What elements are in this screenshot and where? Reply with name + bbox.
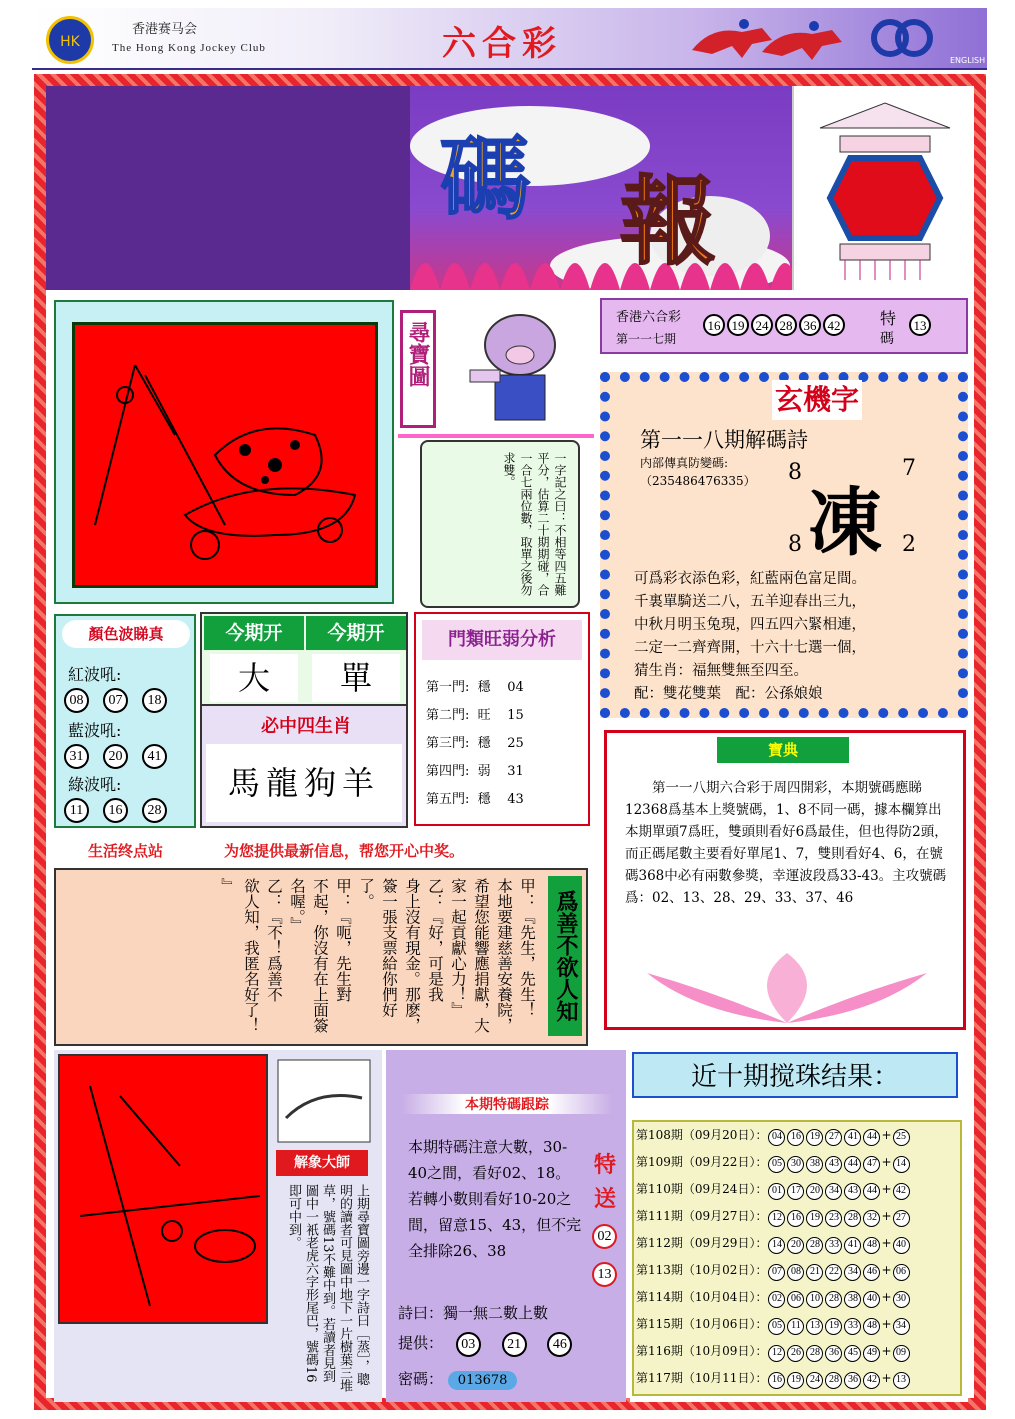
- history-number: 28: [825, 1372, 842, 1389]
- history-date: （10月06日）：: [682, 1317, 768, 1331]
- baodian-text: 第一一八期六合彩于周四開彩，本期號碼應睇12368爲基本上獎號碼，1、8不同一碼，據本欄算出本期單頭7爲旺，雙頭則看好6爲最佳，但也得防2頭，而正碼尾數主要看好單尾1、7，雙則看好4、6，在號碼368中必有兩數參獎，幸運波段爲33-43。主攻號碼爲：02、13、28、29、33、37、46: [625, 780, 948, 906]
- zodiac-animal: 龍: [265, 764, 304, 802]
- history-number: 44: [863, 1183, 880, 1200]
- wave-number: 08: [64, 688, 89, 713]
- history-date: （09月20日）：: [682, 1128, 768, 1142]
- lantern-icon: [800, 88, 970, 288]
- result-label: 香港六合彩: [616, 310, 682, 325]
- door-name: 第二門:: [426, 708, 470, 723]
- history-number: 05: [768, 1318, 785, 1335]
- history-number: 44: [863, 1129, 880, 1146]
- history-special: 30: [893, 1291, 910, 1308]
- history-number: 28: [844, 1210, 861, 1227]
- svg-text:HK: HK: [60, 34, 80, 50]
- history-number: 10: [806, 1291, 823, 1308]
- provide-number: 03: [456, 1332, 481, 1357]
- history-number: 17: [787, 1183, 804, 1200]
- password-row: [398, 1368, 517, 1390]
- history-date: （10月04日）：: [682, 1290, 768, 1304]
- history-special: 14: [893, 1156, 910, 1173]
- history-number: 12: [768, 1345, 785, 1362]
- history-number: 47: [863, 1156, 880, 1173]
- history-table: [632, 1120, 962, 1396]
- history-period: 第115期: [636, 1317, 683, 1331]
- door-name: 第五門:: [426, 792, 470, 807]
- wave-number: 16: [103, 798, 128, 823]
- life-line: 本地要建慈善安養院，: [495, 878, 513, 1033]
- history-number: 23: [825, 1210, 842, 1227]
- history-number: 16: [787, 1210, 804, 1227]
- life-line: 甲：『呃，先生對: [334, 878, 352, 1002]
- history-number: 48: [863, 1318, 880, 1335]
- red-wave-label: 紅波吼:: [68, 665, 122, 684]
- header-center-title: 六合彩: [442, 24, 562, 64]
- door-state: 旺: [477, 708, 491, 723]
- history-number: 41: [844, 1129, 861, 1146]
- history-panel: [630, 1050, 968, 1402]
- door-num: 43: [507, 792, 524, 807]
- history-date: （09月24日）：: [682, 1182, 768, 1196]
- english-link[interactable]: ENGLISH: [950, 56, 986, 65]
- history-number: 28: [806, 1237, 823, 1254]
- zodiac-panel: [200, 704, 408, 828]
- history-special: 40: [893, 1237, 910, 1254]
- door-row: [426, 674, 582, 702]
- history-number: 33: [844, 1318, 861, 1335]
- logo-chinese-name: 香港赛马会: [132, 22, 198, 37]
- history-period: 第112期: [636, 1236, 683, 1250]
- scroll-text: 一字記之曰：不相等四五難平分，估算二十期期碰，合一合七兩位數，取單之後勿求雙。: [502, 452, 567, 596]
- zodiac-animals: [206, 744, 402, 822]
- history-number: 06: [787, 1291, 804, 1308]
- history-row: 第110期（09月24日）： 01 17 20 34 43 44 + 42: [636, 1180, 911, 1200]
- history-row: 第114期（10月04日）： 02 06 10 28 38 40 + 30: [636, 1288, 911, 1308]
- door-state: 穩: [477, 792, 491, 807]
- result-number: 42: [823, 314, 845, 336]
- life-banner: [54, 836, 588, 866]
- history-number: 33: [825, 1237, 842, 1254]
- treasure-tab: [400, 310, 436, 428]
- history-number: 38: [806, 1156, 823, 1173]
- treasure-picture: [72, 322, 378, 588]
- password-label: 密碼：: [398, 1370, 444, 1388]
- baodian-panel: [604, 730, 966, 1030]
- life-line: 身上沒有現金。那麽，: [403, 878, 421, 1033]
- history-row: 第117期（10月11日）： 16 19 24 28 36 42 + 13: [636, 1369, 911, 1389]
- life-line: 』: [219, 878, 237, 894]
- history-number: 34: [825, 1183, 842, 1200]
- history-number: 43: [844, 1183, 861, 1200]
- xuanji-line: 猜生肖：福無雙無至四至。: [634, 663, 808, 679]
- door-name: 第三門:: [426, 736, 470, 751]
- xuanji-line: 可爲彩衣添色彩，紅藍兩色富足間。: [634, 571, 866, 587]
- life-line: 簽一張支票給你們好了。: [357, 878, 398, 1018]
- door-num: 15: [507, 708, 524, 723]
- xuanji-line: 二定一二齊齊開，十六十七選一個，: [634, 640, 866, 656]
- door-name: 第一門:: [426, 680, 470, 695]
- masthead-char-2: 報: [620, 165, 716, 278]
- history-number: 49: [863, 1345, 880, 1362]
- xuanji-poem-title: 第一一八期解碼詩: [640, 428, 808, 452]
- history-number: 24: [806, 1372, 823, 1389]
- this-period-value-2: 單: [312, 654, 400, 702]
- history-number: 45: [844, 1345, 861, 1362]
- history-number: 07: [768, 1264, 785, 1281]
- jiexiang-text: 上期尋寶圖旁邊一字詩曰［蒸］，聰明的讀者可見圖中地下一片樹葉三堆草，號碼13不難中到。若讀者見到圖中一衹老虎六字形尾巴，號碼16即可中到。: [286, 1184, 369, 1392]
- result-number: 24: [751, 314, 773, 336]
- logo-english-name: The Hong Kong Jockey Club: [112, 42, 266, 54]
- life-line: 甲：『先生，先生！: [518, 878, 536, 1018]
- history-special: 27: [893, 1210, 910, 1227]
- special-code-text: 本期特碼注意大數，30-40之間，看好02、18。若轉小數則看好10-20之間，留意15、43，但不完全排除26、38: [408, 1138, 582, 1260]
- color-wave-panel: [54, 614, 196, 828]
- history-number: 19: [806, 1210, 823, 1227]
- color-wave-title: 顏色波睇真: [62, 620, 190, 648]
- password-value: 013678: [448, 1371, 518, 1390]
- tree-tiger-drawing-icon: [60, 1056, 266, 1322]
- zodiac-animal: 馬: [227, 764, 266, 802]
- history-number: 20: [806, 1183, 823, 1200]
- jiexiang-title: 解象大師: [276, 1150, 368, 1176]
- wave-number: 07: [103, 688, 128, 713]
- xuanji-fax-code: （23548647633​5）: [640, 474, 756, 488]
- life-line: 家一起貢獻心力！』: [449, 878, 467, 1018]
- zodiac-animal: 羊: [342, 764, 381, 802]
- masthead-banner: [410, 86, 792, 290]
- door-row: [426, 758, 582, 786]
- history-special: 42: [893, 1183, 910, 1200]
- door-row: [426, 730, 582, 758]
- jiexiang-picture: [58, 1054, 268, 1324]
- red-wave-numbers: [62, 688, 169, 713]
- this-period-panel: [200, 612, 408, 706]
- xuanji-corner-tr: 7: [902, 456, 916, 481]
- scroll-panel: [420, 440, 580, 608]
- history-title: 近十期搅珠结果：: [632, 1052, 958, 1098]
- history-number: 12: [768, 1210, 785, 1227]
- history-number: 26: [787, 1345, 804, 1362]
- life-banner-title: 生活终点站: [88, 842, 164, 860]
- wave-number: 28: [142, 798, 167, 823]
- history-number: 28: [806, 1345, 823, 1362]
- top-header: [32, 8, 987, 70]
- xuanji-panel: [600, 372, 968, 718]
- history-number: 13: [806, 1318, 823, 1335]
- history-number: 16: [768, 1372, 785, 1389]
- history-number: 05: [768, 1156, 785, 1173]
- xuanji-line: 配：雙花雙葉 配：公孫娘娘: [634, 686, 823, 702]
- door-num: 31: [507, 764, 524, 779]
- life-side-title: 爲善不欲人知: [548, 876, 582, 1036]
- zodiac-title: 必中四生肖: [261, 716, 351, 737]
- treasure-tab-label: 尋寶圖: [405, 321, 431, 387]
- door-rows: [426, 674, 582, 814]
- zodiac-animal: 狗: [304, 764, 343, 802]
- jockey-rings-icon[interactable]: [862, 18, 942, 58]
- result-number: 36: [799, 314, 821, 336]
- xuanji-big-char: 凍: [808, 480, 882, 566]
- history-date: （09月27日）：: [682, 1209, 768, 1223]
- history-number: 20: [787, 1237, 804, 1254]
- life-line: 乙：『不！爲善不: [265, 878, 283, 1002]
- send-number: 02: [592, 1224, 617, 1249]
- xuanji-corner-tl: 8: [788, 460, 802, 485]
- history-period: 第114期: [636, 1290, 683, 1304]
- history-date: （10月02日）：: [682, 1263, 768, 1277]
- result-number: 19: [727, 314, 749, 336]
- history-row: 第113期（10月02日）： 07 08 21 22 34 46 + 06: [636, 1261, 911, 1281]
- jockey-club-emblem-icon: [49, 19, 91, 61]
- door-title: 門類旺弱分析: [422, 620, 582, 660]
- history-date: （10月09日）：: [682, 1344, 768, 1358]
- history-row: 第111期（09月27日）： 12 16 19 23 28 32 + 27: [636, 1207, 911, 1227]
- life-line: 名喔。』: [288, 878, 306, 933]
- history-special: 06: [893, 1264, 910, 1281]
- wave-number: 20: [103, 744, 128, 769]
- treasure-picture-frame: [54, 300, 394, 604]
- history-number: 34: [844, 1264, 861, 1281]
- result-period: 第一一七期: [616, 332, 677, 346]
- door-row: [426, 702, 582, 730]
- history-date: （10月11日）：: [682, 1371, 768, 1385]
- treasure-divider: [398, 434, 594, 438]
- history-number: 22: [825, 1264, 842, 1281]
- provide-row: [398, 1332, 574, 1357]
- history-row: 第109期（09月22日）： 05 30 38 43 44 47 + 14: [636, 1153, 911, 1173]
- history-number: 04: [768, 1129, 785, 1146]
- baodian-title: 寶典: [717, 737, 849, 763]
- history-row: 第116期（10月09日）： 12 26 28 36 45 49 + 09: [636, 1342, 911, 1362]
- history-number: 08: [787, 1264, 804, 1281]
- masthead-char-1: 碼: [440, 126, 530, 232]
- green-wave-numbers: [62, 798, 169, 823]
- wave-number: 31: [64, 744, 89, 769]
- life-banner-subtitle: 为您提供最新信息，帮您开心中奖。: [224, 842, 465, 860]
- pig-wheelbarrow-drawing-icon: [75, 325, 375, 585]
- history-row: 第115期（10月06日）： 05 11 13 19 33 48 + 34: [636, 1315, 911, 1335]
- result-number: 28: [775, 314, 797, 336]
- history-period: 第109期: [636, 1155, 683, 1169]
- masthead-purple-block: [46, 86, 410, 290]
- history-period: 第117期: [636, 1371, 683, 1385]
- send-number: 13: [592, 1262, 617, 1287]
- xuanji-corner-br: 2: [902, 532, 916, 557]
- special-label-2: 碼: [880, 331, 894, 347]
- send-label-2: 送: [594, 1186, 617, 1212]
- xuanji-corner-bl: 8: [788, 532, 802, 557]
- history-number: 32: [863, 1210, 880, 1227]
- history-period: 第110期: [636, 1182, 683, 1196]
- special-code-poem: 詩曰：獨一無二數上數: [398, 1304, 549, 1322]
- lotus-icon: [637, 953, 937, 1027]
- xuanji-line: 千裏單騎送二八，五羊迎春出三九，: [634, 594, 866, 610]
- history-number: 19: [825, 1318, 842, 1335]
- this-period-label-2: 今期开: [306, 616, 406, 650]
- lantern-panel: [792, 86, 974, 290]
- life-line: 不起，你沒有在上面簽: [311, 878, 329, 1033]
- special-code-title: 本期特碼跟踪: [402, 1094, 612, 1114]
- door-num: 04: [507, 680, 524, 695]
- history-date: （09月22日）：: [682, 1155, 768, 1169]
- send-label-1: 特: [594, 1152, 617, 1178]
- history-number: 19: [787, 1372, 804, 1389]
- this-period-value-1: 大: [210, 654, 298, 702]
- special-number: 13: [909, 314, 931, 336]
- life-story-panel: [54, 868, 588, 1046]
- history-special: 09: [893, 1345, 910, 1362]
- history-number: 41: [844, 1237, 861, 1254]
- history-date: （09月29日）：: [682, 1236, 768, 1250]
- wave-number: 41: [142, 744, 167, 769]
- wave-number: 18: [142, 688, 167, 713]
- history-period: 第108期: [636, 1128, 683, 1142]
- life-line: 乙：『好，可是我: [426, 878, 444, 1002]
- provide-label: 提供：: [398, 1334, 444, 1352]
- history-number: 28: [825, 1291, 842, 1308]
- history-number: 40: [863, 1291, 880, 1308]
- history-special: 13: [893, 1372, 910, 1389]
- wave-number: 11: [64, 798, 89, 823]
- this-period-label-1: 今期开: [204, 616, 304, 650]
- history-number: 44: [844, 1156, 861, 1173]
- history-number: 01: [768, 1183, 785, 1200]
- special-code-panel: [386, 1050, 626, 1402]
- result-numbers: [702, 314, 846, 336]
- history-number: 02: [768, 1291, 785, 1308]
- provide-number: 46: [547, 1332, 572, 1357]
- life-line: 希望您能響應捐獻，大: [472, 878, 490, 1033]
- history-number: 19: [806, 1129, 823, 1146]
- provide-number: 21: [502, 1332, 527, 1357]
- door-state: 弱: [477, 764, 491, 779]
- handshake-icon: [276, 1058, 372, 1144]
- special-label-1: 特: [880, 309, 897, 328]
- history-number: 27: [825, 1129, 842, 1146]
- history-number: 11: [787, 1318, 804, 1335]
- door-state: 穩: [477, 680, 491, 695]
- blue-wave-numbers: [62, 744, 169, 769]
- jockey-club-logo[interactable]: [46, 16, 94, 64]
- xuanji-fax-label: 内部傳真防變碼:: [640, 456, 729, 470]
- history-number: 43: [825, 1156, 842, 1173]
- history-special: 34: [893, 1318, 910, 1335]
- history-period: 第113期: [636, 1263, 683, 1277]
- green-wave-label: 綠波吼:: [68, 775, 122, 794]
- life-line: 欲人知，我匿名好了！: [242, 878, 260, 1033]
- history-number: 36: [844, 1372, 861, 1389]
- history-number: 48: [863, 1237, 880, 1254]
- racing-horses-icon: [682, 10, 852, 66]
- history-row: 第108期（09月20日）： 04 16 19 27 41 44 + 25: [636, 1126, 911, 1146]
- jiexiang-panel: [54, 1050, 382, 1402]
- door-panel: [414, 612, 590, 826]
- life-story-text: [216, 878, 538, 1042]
- history-special: 25: [893, 1129, 910, 1146]
- history-number: 36: [825, 1345, 842, 1362]
- result-box: [600, 298, 968, 354]
- result-number: 16: [703, 314, 725, 336]
- blue-wave-label: 藍波吼:: [68, 721, 122, 740]
- history-number: 42: [863, 1372, 880, 1389]
- history-number: 46: [863, 1264, 880, 1281]
- history-number: 30: [787, 1156, 804, 1173]
- door-row: [426, 786, 582, 814]
- history-number: 38: [844, 1291, 861, 1308]
- history-row: 第112期（09月29日）： 14 20 28 33 41 48 + 40: [636, 1234, 911, 1254]
- history-number: 16: [787, 1129, 804, 1146]
- door-num: 25: [507, 736, 524, 751]
- history-number: 14: [768, 1237, 785, 1254]
- door-state: 穩: [477, 736, 491, 751]
- history-period: 第116期: [636, 1344, 683, 1358]
- xuanji-line: 中秋月明玉兔現，四五四六緊相連，: [634, 617, 866, 633]
- xuanji-title: 玄機字: [772, 380, 862, 420]
- history-period: 第111期: [636, 1209, 683, 1223]
- xuanji-lines: [634, 568, 866, 706]
- history-number: 21: [806, 1264, 823, 1281]
- door-name: 第四門:: [426, 764, 470, 779]
- pig-mascot-icon: [450, 300, 580, 430]
